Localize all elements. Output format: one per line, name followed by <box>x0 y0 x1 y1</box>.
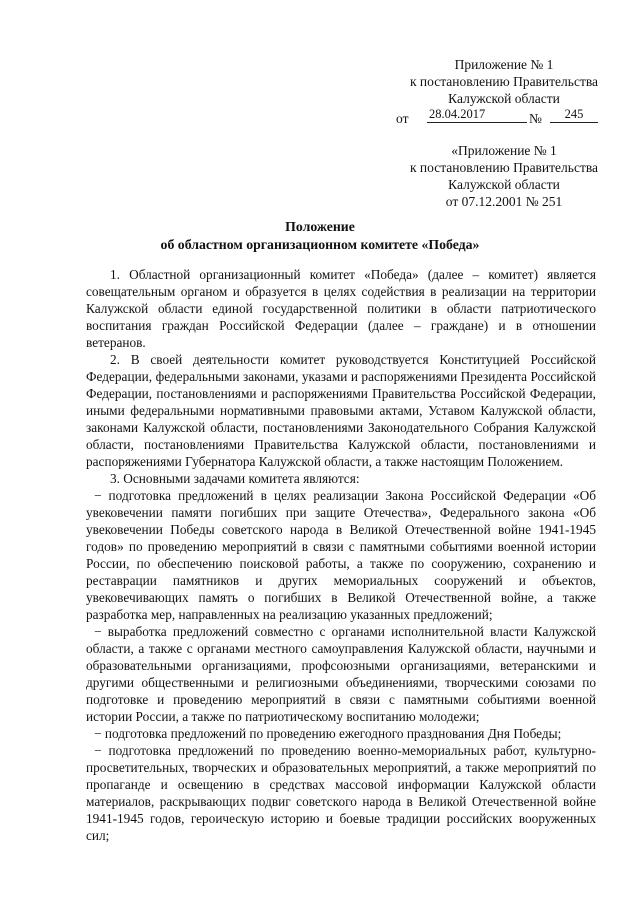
paragraph-3: 3. Основными задачами комитета являются: <box>110 471 360 486</box>
list-item: − подготовка предложений в целях реализации Закона Российской Федерации «Об увековечении памяти погибших при защите Отечества», Федерального закона «Об увековечении Победы советского народа в Великой Отечественной войне 1941-1945 годов» по проведению мероприятий в связи с памятными событиями военной истории России, по обеспечению поисковой работы, а также по сооружению, сохранению и реставрации памятников и других мемориальных сооружений и объектов, увековечивающих память о погибших в Великой Отечественной войне, а также разработка мер, направленных на реализацию указанных предложений; <box>86 488 596 622</box>
quoted-appendix-title: «Приложение № 1 <box>451 143 557 158</box>
quoted-region-line: Калужской области <box>448 177 560 192</box>
list-item: − выработка предложений совместно с органами исполнительной власти Калужской области, а также с органами местного самоуправления Калужской области, научными и образовательными организациями, профсоюзными организациями, ветеранскими и другими общественными и религиозными объединениями, творческими союзами по подготовке и проведению мероприятий в связи с памятными событиями военной истории России, а также по патриотическому воспитанию молодежи; <box>86 624 596 724</box>
quoted-date-line: от 07.12.2001 № 251 <box>445 194 563 209</box>
document-body <box>86 266 596 844</box>
quoted-resolution-line: к постановлению Правительства <box>409 160 599 175</box>
date-prefix: от <box>396 111 409 126</box>
resolution-line: к постановлению Правительства <box>409 74 599 89</box>
document-title: Положение <box>285 219 355 234</box>
list-item: − подготовка предложений по проведению военно-мемориальных работ, культурно-просветительных, творческих и образовательных мероприятий, а также мероприятий по пропаганде и освещению в средствах массовой информации Калужской области материалов, раскрывающих подвиг советского народа в Великой Отечественной войне 1941-1945 годов, героическую историю и боевые традиции российских вооруженных сил; <box>86 743 596 843</box>
number-sign: № <box>529 111 542 126</box>
list-item: − подготовка предложений по проведению ежегодного празднования Дня Победы; <box>94 726 562 741</box>
resolution-date: 28.04.2017 <box>427 106 527 123</box>
resolution-number: 245 <box>550 106 598 123</box>
appendix-title: Приложение № 1 <box>454 57 554 72</box>
region-line: Калужской области <box>448 91 560 106</box>
quoted-appendix-header <box>384 142 624 210</box>
paragraph-2: 2. В своей деятельности комитет руководствуется Конституцией Российской Федерации, федеральными законами, указами и распоряжениями Президента Российской Федерации, постановлениями и распоряжениями Правительства Российской Федерации, иными федеральными нормативными правовыми актами, Уставом Калужской области, законами Калужской области, постановлениями Законодательного Собрания Калужской области, постановлениями Правительства Калужской области, постановлениями и распоряжениями Губернатора Калужской области, а также настоящим Положением. <box>86 352 596 469</box>
paragraph-1: 1. Областной организационный комитет «Победа» (далее – комитет) является совещательным органом и образуется в целях содействия в реализации на территории Калужской области единой государственной политики в области патриотического воспитания граждан Российской Федерации (далее – граждане) и в отношении ветеранов. <box>86 267 596 350</box>
appendix-header <box>384 56 624 126</box>
document-subtitle: об областном организационном комитете «Победа» <box>160 237 480 252</box>
date-number-row <box>384 107 624 126</box>
